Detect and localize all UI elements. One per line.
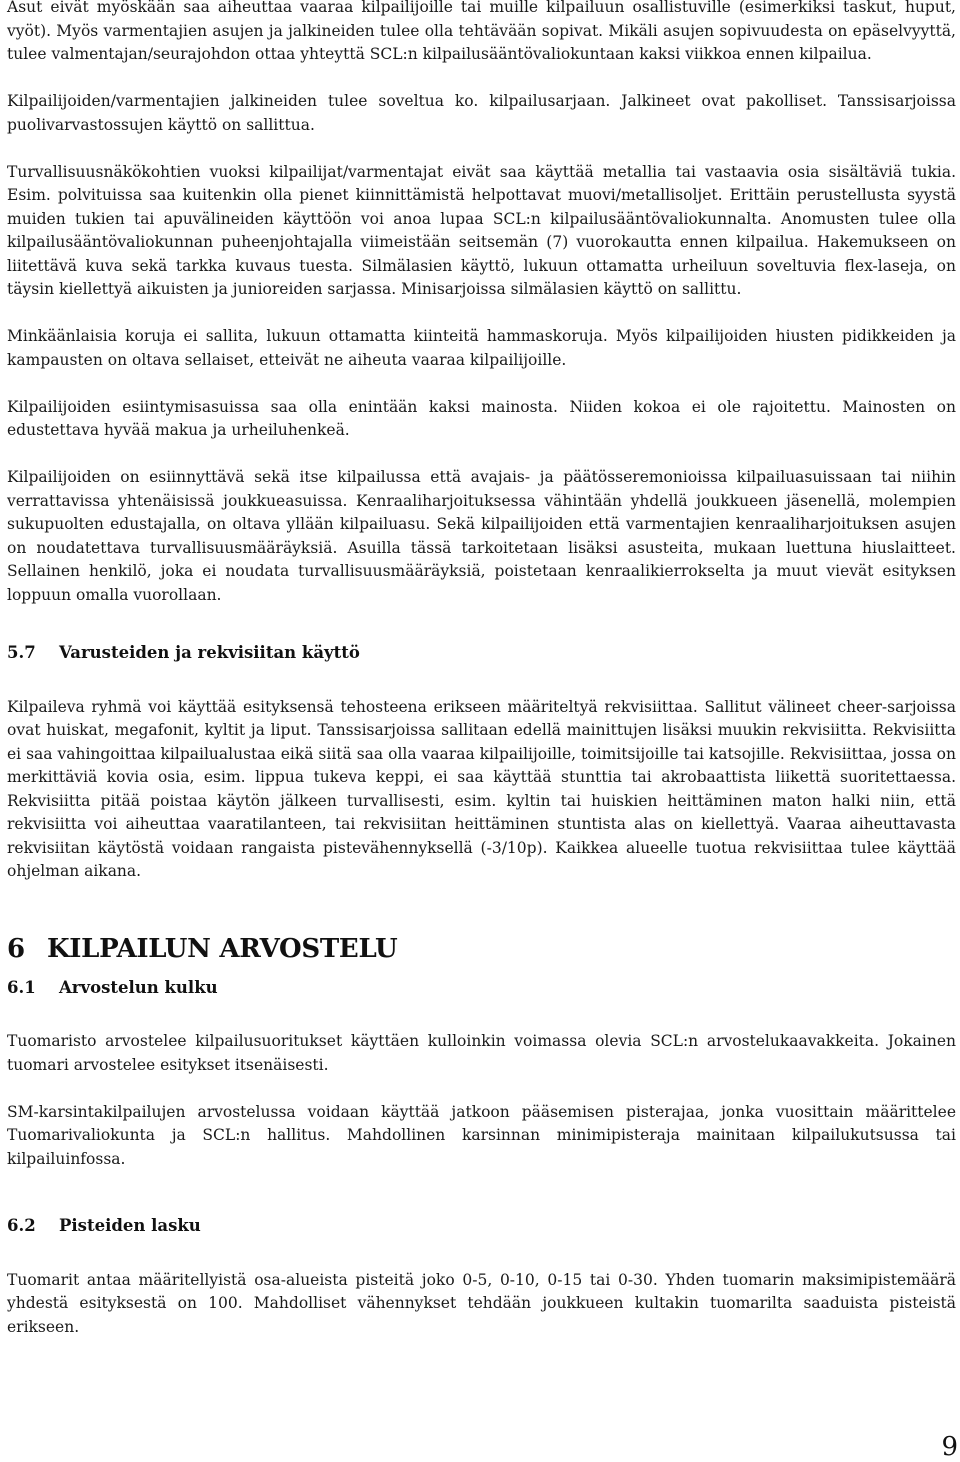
- spacer: [7, 665, 956, 696]
- section-title: Pisteiden lasku: [59, 1216, 201, 1235]
- section-heading-6-2: [7, 1214, 956, 1238]
- spacer: [7, 1171, 956, 1214]
- paragraph-scoring: Tuomarit antaa määritellyistä osa-alueista pisteitä joko 0-5, 0-10, 0-15 tai 0-30. Yhden tuomarin maksimipistemäärä yhdestä esityksestä on 100. Mahdolliset vähennykset tehdään joukkueen kultakin tuomarilta saaduista pisteistä erikseen.: [7, 1270, 956, 1336]
- section-heading-6-1: [7, 976, 956, 1000]
- spacer: [7, 884, 956, 932]
- spacer: [7, 137, 956, 161]
- chapter-title: KILPAILUN ARVOSTELU: [47, 933, 398, 964]
- spacer: [7, 1077, 956, 1101]
- spacer: [7, 966, 956, 976]
- spacer: [7, 999, 956, 1030]
- document-page: [7, 0, 956, 1339]
- chapter-heading-6: [7, 932, 956, 966]
- page-number: 9: [941, 1432, 958, 1462]
- paragraph-equipment-intro: Asut eivät myöskään saa aiheuttaa vaaraa kilpailijoille tai muille kilpailuun osallistuville (esimerkiksi taskut, huput, vyöt). Myös varmentajien asujen ja jalkineiden tulee olla tehtävään sopivat. Mikäli asujen sopivuudesta on epäselvyyttä, tulee valmentajan/seurajohdon ottaa yhteyttä SCL:n kilpailusääntövaliokuntaan kaksi viikkoa ennen kilpailua.: [7, 0, 956, 63]
- section-number: 6.2: [7, 1216, 36, 1235]
- section-title: Varusteiden ja rekvisiitan käyttö: [59, 643, 360, 662]
- paragraph-judging-1: Tuomaristo arvostelee kilpailusuoritukset käyttäen kulloinkin voimassa olevia SCL:n arvostelukaavakkeita. Jokainen tuomari arvostelee esitykset itsenäisesti.: [7, 1032, 956, 1074]
- spacer: [7, 443, 956, 467]
- chapter-number: 6: [7, 933, 25, 964]
- spacer: [7, 607, 956, 641]
- paragraph-uniform: Kilpailijoiden on esiinnyttävä sekä itse kilpailussa että avajais- ja päätösseremonioissa kilpailuasuissaan tai niihin verrattavissa yhtenäisissä joukkueasuissa. Kenraaliharjoituksessa vähintään yhdellä joukkueen jäsenellä, molempien sukupuolten edustajalla, on oltava yllään kilpailuasu. Sekä kilpailijoiden että varmentajien kenraaliharjoituksen asujen on noudatettava turvallisuusmääräyksiä. Asuilla tässä tarkoitetaan lisäksi asusteita, mukaan luettuna hiuslaitteet. Sellainen henkilö, joka ei noudata turvallisuusmääräyksiä, poistetaan kenraalikierrokselta ja muut vievät esityksen loppuun omalla vuorollaan.: [7, 468, 956, 604]
- section-title: Arvostelun kulku: [59, 977, 218, 997]
- paragraph-judging-2: SM-karsintakilpailujen arvostelussa voidaan käyttää jatkoon pääsemisen pisterajaa, jonka vuosittain määrittelee Tuomarivaliokunta ja SCL:n hallitus. Mahdollinen karsinnan minimipisteraja mainitaan kilpailukutsussa tai kilpailuinfossa.: [7, 1102, 956, 1168]
- spacer: [7, 302, 956, 326]
- spacer: [7, 67, 956, 91]
- paragraph-jewelry: Minkäänlaisia koruja ei sallita, lukuun ottamatta kiinteitä hammaskoruja. Myös kilpailijoiden hiusten pidikkeiden ja kampausten on oltava sellaiset, etteivät ne aiheuta vaaraa kilpailijoille.: [7, 327, 956, 369]
- paragraph-footwear: Kilpailijoiden/varmentajien jalkineiden tulee soveltua ko. kilpailusarjaan. Jalkineet ovat pakolliset. Tanssisarjoissa puolivarvastossujen käyttö on sallittua.: [7, 92, 956, 134]
- section-number: 6.1: [7, 977, 36, 997]
- spacer: [7, 1238, 956, 1269]
- paragraph-safety-metal: Turvallisuusnäkökohtien vuoksi kilpailijat/varmentajat eivät saa käyttää metallia tai vastaavia osia sisältäviä tukia. Esim. polvituissa saa kuitenkin olla pienet kiinnittämistä helpottavat muovi/metallisoljet. Erittäin perustellusta syystä muiden tukien tai apuvälineiden käyttöön voi anoa lupaa SCL:n kilpailusääntövaliokunnalta. Anomusten tulee olla kilpailusääntövaliokunnan puheenjohtajalla viimeistään seitsemän (7) vuorokautta ennen kilpailua. Hakemukseen on liitettävä kuva sekä tarkka kuvaus tuesta. Silmälasien käyttö, lukuun ottamatta urheiluun soveltuvia flex-laseja, on täysin kiellettyä aikuisten ja junioreiden sarjassa. Minisarjoissa silmälasien käyttö on sallittu.: [7, 162, 956, 298]
- section-heading-5-7: [7, 641, 956, 665]
- paragraph-ads: Kilpailijoiden esiintymisasuissa saa olla enintään kaksi mainosta. Niiden kokoa ei ole rajoitettu. Mainosten on edustettava hyvää makua ja urheiluhenkeä.: [7, 397, 956, 439]
- spacer: [7, 372, 956, 396]
- paragraph-props: Kilpaileva ryhmä voi käyttää esityksensä tehosteena erikseen määriteltyä rekvisiittaa. Sallitut välineet cheer-sarjoissa ovat huiskat, megafonit, kyltit ja liput. Tanssisarjoissa sallitaan edellä mainittujen lisäksi muukin rekvisiitta. Rekvisiitta ei saa vahingoittaa kilpailualustaa eikä siitä saa olla vaaraa kilpailijoille, toimitsijoille tai katsojille. Rekvisiittaa, jossa on merkittäviä kovia osia, esim. lippua tukeva keppi, ei saa käyttää stunttia tai akrobaattista liikettä suoritettaessa. Rekvisiitta pitää poistaa käytön jälkeen turvallisesti, esim. kyltin tai huiskien heittäminen maton halki niin, että rekvisiitta voi aiheuttaa vaaratilanteen, tai rekvisiitan heittäminen stuntista alas on kiellettyä. Vaaraa aiheuttavasta rekvisiitan käytöstä voidaan rangaista pistevähennyksellä (-3/10p). Kaikkea alueelle tuotua rekvisiittaa tulee käyttää ohjelman aikana.: [7, 697, 956, 880]
- section-number: 5.7: [7, 643, 36, 662]
